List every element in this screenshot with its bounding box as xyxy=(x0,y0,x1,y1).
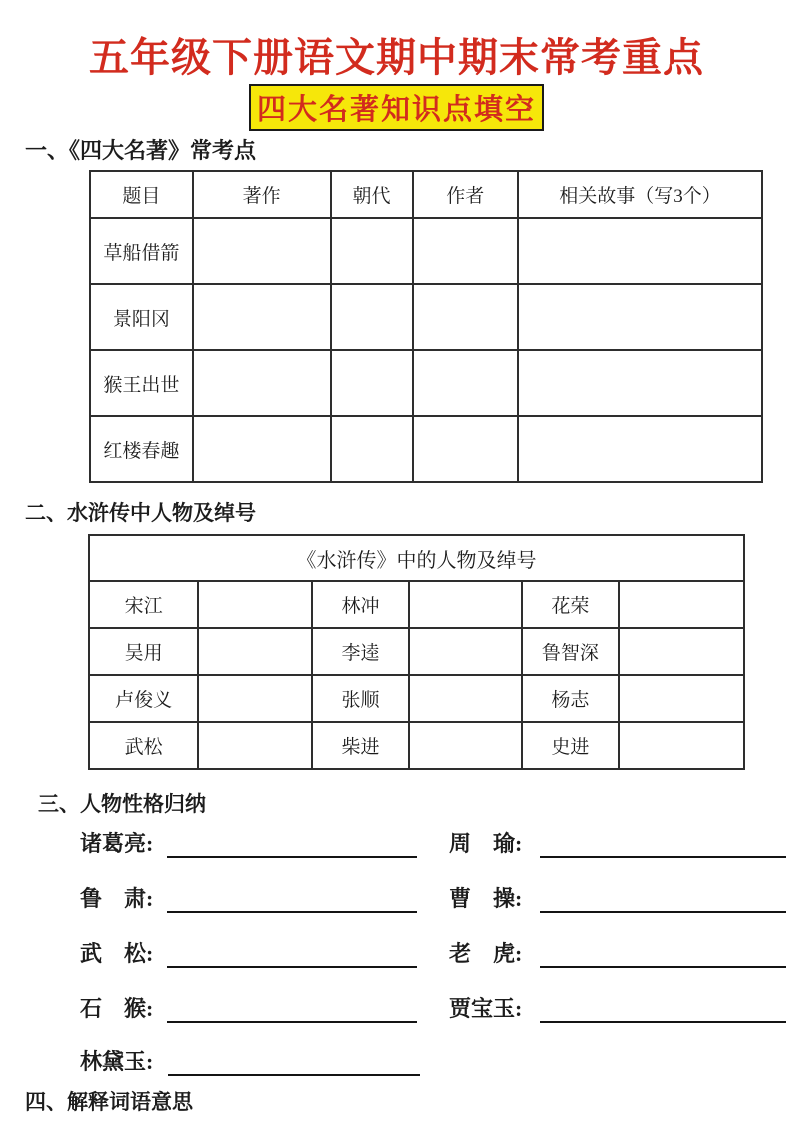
table-header-row xyxy=(90,171,762,218)
blank-cell xyxy=(331,284,413,350)
page-subtitle-highlight: 四大名著知识点填空 xyxy=(249,84,544,131)
answer-blank xyxy=(540,995,786,1023)
character-name-cell: 柴进 xyxy=(312,722,410,769)
answer-blank xyxy=(540,830,786,858)
character-name-cell: 张顺 xyxy=(312,675,410,722)
table-row xyxy=(90,284,762,350)
character-name-cell: 宋江 xyxy=(89,581,198,628)
table-row xyxy=(89,628,744,675)
answer-blank xyxy=(540,940,786,968)
blank-cell xyxy=(198,675,311,722)
blank-cell xyxy=(619,722,744,769)
blank-cell xyxy=(409,628,522,675)
section-2-heading: 二、水浒传中人物及绰号 xyxy=(25,502,256,525)
blank-cell xyxy=(198,581,311,628)
trait-label: 鲁 肃: xyxy=(80,886,154,911)
story-row-label: 红楼春趣 xyxy=(90,416,193,482)
trait-label: 曹 操: xyxy=(449,886,523,911)
blank-cell xyxy=(331,218,413,284)
blank-cell xyxy=(198,628,311,675)
character-name-cell: 卢俊义 xyxy=(89,675,198,722)
page-title: 五年级下册语文期中期末常考重点 xyxy=(89,36,704,80)
answer-blank xyxy=(167,885,417,913)
blank-cell xyxy=(193,416,331,482)
blank-cell xyxy=(619,628,744,675)
answer-blank xyxy=(167,940,417,968)
blank-cell xyxy=(619,581,744,628)
trait-line xyxy=(80,828,786,858)
blank-cell xyxy=(518,350,762,416)
blank-cell xyxy=(198,722,311,769)
trait-label: 林黛玉: xyxy=(80,1049,154,1074)
blank-cell xyxy=(193,350,331,416)
blank-cell xyxy=(193,218,331,284)
trait-label: 诸葛亮: xyxy=(80,831,154,856)
blank-cell xyxy=(619,675,744,722)
trait-label: 老 虎: xyxy=(449,941,523,966)
character-name-cell: 李逵 xyxy=(312,628,410,675)
story-row-label: 草船借箭 xyxy=(90,218,193,284)
character-name-cell: 杨志 xyxy=(522,675,619,722)
character-name-cell: 鲁智深 xyxy=(522,628,619,675)
header-cell-dynasty: 朝代 xyxy=(331,171,413,218)
answer-blank xyxy=(540,885,786,913)
table-row xyxy=(90,416,762,482)
trait-line xyxy=(80,938,786,968)
blank-cell xyxy=(413,218,519,284)
trait-line xyxy=(80,993,786,1023)
trait-label: 石 猴: xyxy=(80,996,154,1021)
header-cell-author: 作者 xyxy=(413,171,519,218)
trait-label: 周 瑜: xyxy=(449,831,523,856)
table-row xyxy=(90,218,762,284)
blank-cell xyxy=(413,284,519,350)
table-row xyxy=(89,581,744,628)
story-row-label: 景阳冈 xyxy=(90,284,193,350)
character-name-cell: 花荣 xyxy=(522,581,619,628)
blank-cell xyxy=(413,350,519,416)
character-name-cell: 武松 xyxy=(89,722,198,769)
table-row xyxy=(89,722,744,769)
blank-cell xyxy=(409,675,522,722)
section-1-heading: 一、《四大名著》常考点 xyxy=(25,138,257,163)
classics-exam-points-table xyxy=(89,170,763,483)
trait-line xyxy=(80,883,786,913)
answer-blank xyxy=(167,830,417,858)
page-subtitle-wrap xyxy=(0,84,793,131)
table-row xyxy=(89,675,744,722)
trait-label: 武 松: xyxy=(80,941,154,966)
section-3-heading: 三、人物性格归纳 xyxy=(38,793,206,816)
trait-line xyxy=(80,1046,786,1076)
character-name-cell: 吴用 xyxy=(89,628,198,675)
character-name-cell: 林冲 xyxy=(312,581,410,628)
blank-cell xyxy=(193,284,331,350)
blank-cell xyxy=(518,218,762,284)
blank-cell xyxy=(409,581,522,628)
story-row-label: 猴王出世 xyxy=(90,350,193,416)
section-4-heading: 四、解释词语意思 xyxy=(25,1091,193,1114)
character-name-cell: 史进 xyxy=(522,722,619,769)
shuihu-characters-table xyxy=(88,534,745,770)
answer-blank xyxy=(167,995,417,1023)
table-title-row xyxy=(89,535,744,581)
header-cell-stories: 相关故事（写3个） xyxy=(518,171,762,218)
blank-cell xyxy=(331,416,413,482)
header-cell-work: 著作 xyxy=(193,171,331,218)
blank-cell xyxy=(518,284,762,350)
trait-label: 贾宝玉: xyxy=(449,996,523,1021)
table-row xyxy=(90,350,762,416)
blank-cell xyxy=(518,416,762,482)
answer-blank xyxy=(168,1048,420,1076)
blank-cell xyxy=(413,416,519,482)
header-cell-topic: 题目 xyxy=(90,171,193,218)
blank-cell xyxy=(331,350,413,416)
table-title: 《水浒传》中的人物及绰号 xyxy=(89,535,744,581)
blank-cell xyxy=(409,722,522,769)
